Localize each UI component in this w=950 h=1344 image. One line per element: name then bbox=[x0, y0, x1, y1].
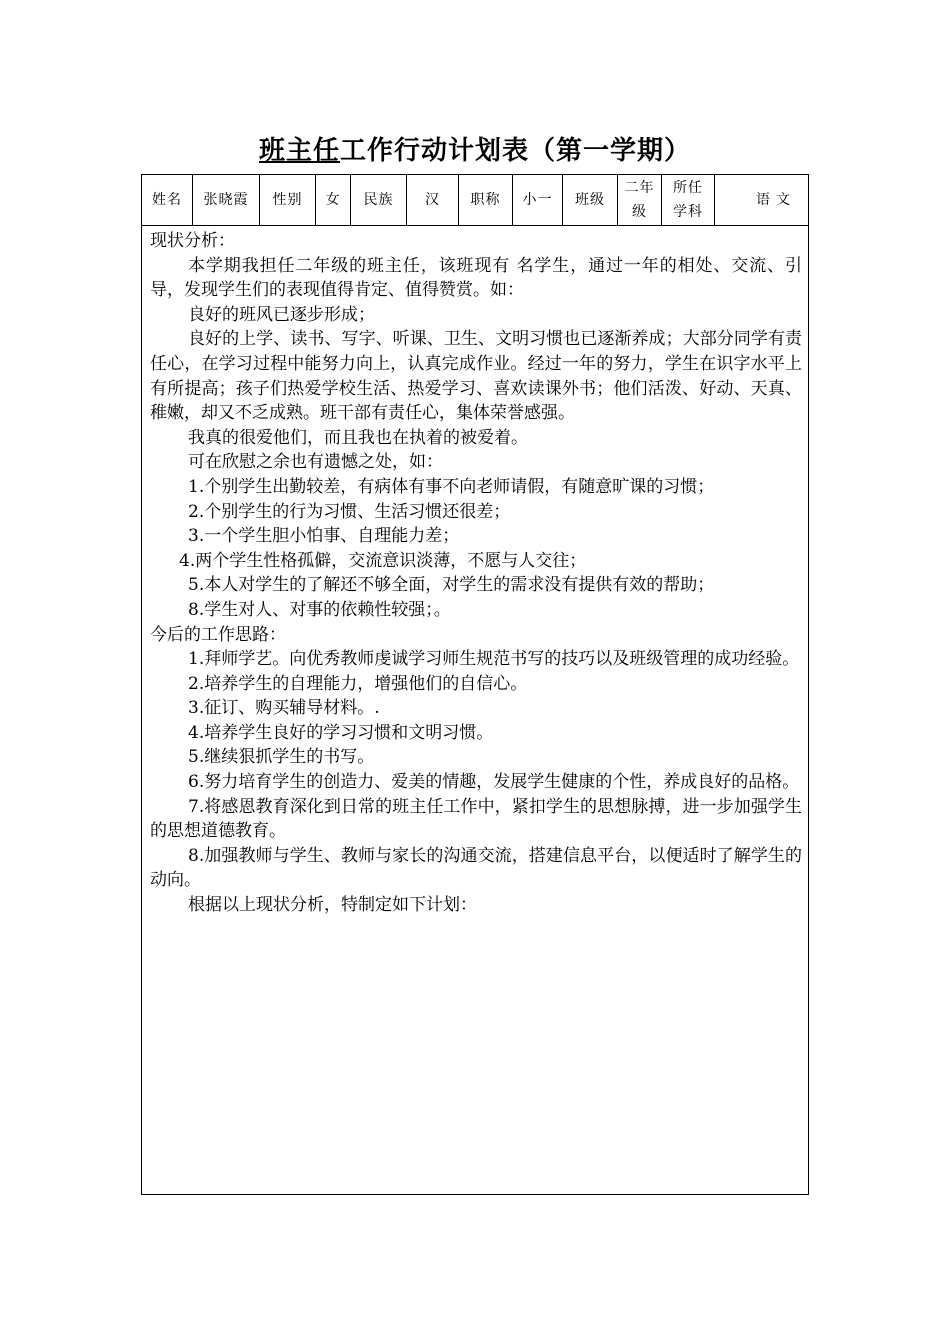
plan-item: 4.培养学生良好的学习习惯和文明习惯。 bbox=[188, 722, 494, 743]
issue-item: 1.个别学生出勤较差，有病体有事不向老师请假，有随意旷课的习惯； bbox=[188, 476, 715, 497]
analysis-heading: 现状分析： bbox=[150, 231, 235, 251]
name-value: 张晓霞 bbox=[193, 175, 260, 225]
job-title-value: 小一 bbox=[513, 175, 563, 225]
issue-item: 2.个别学生的行为习惯、生活习惯还很差； bbox=[188, 501, 511, 522]
info-row bbox=[142, 175, 808, 226]
gender-value: 女 bbox=[316, 175, 351, 225]
analysis-paragraph: 良好的上学、读书、写字、听课、卫生、文明习惯也已逐渐养成；大部分同学有责任心，在学习过程中能努力向上，认真完成作业。经过一年的努力，学生在识字水平上有所提高；孩子们热爱学校生活、热爱学习、喜欢读课外书；他们活泼、好动、天真、稚嫩，却又不乏成熟。班干部有责任心，集体荣誉感强。 bbox=[150, 329, 802, 424]
plan-item: 5.继续狠抓学生的书写。 bbox=[188, 747, 375, 768]
analysis-paragraph: 可在欣慰之余也有遗憾之处，如： bbox=[188, 452, 443, 473]
issue-item: 8.学生对人、对事的依赖性较强；。 bbox=[188, 599, 451, 620]
class-value: 二年级 bbox=[618, 175, 662, 225]
title-rest: 工作行动计划表（第一学期） bbox=[340, 136, 692, 166]
plan-item: 7.将感恩教育深化到日常的班主任工作中，紧扣学生的思想脉搏，进一步加强学生的思想道德教育。 bbox=[150, 796, 802, 842]
ethnicity-value: 汉 bbox=[407, 175, 459, 225]
issue-item: 3.一个学生胆小怕事、自理能力差； bbox=[188, 526, 460, 547]
gender-label: 性别 bbox=[260, 175, 316, 225]
class-label: 班级 bbox=[563, 175, 618, 225]
job-title-label: 职称 bbox=[459, 175, 513, 225]
plan-item: 3.征订、购买辅导材料。. bbox=[188, 698, 380, 719]
plan-item: 2.培养学生的自理能力，增强他们的自信心。 bbox=[188, 673, 528, 694]
plan-table bbox=[141, 174, 809, 1195]
page-title bbox=[0, 130, 950, 167]
issue-item: 4.两个学生性格孤僻，交流意识淡薄，不愿与人交往； bbox=[179, 550, 587, 571]
issue-item: 5.本人对学生的了解还不够全面，对学生的需求没有提供有效的帮助； bbox=[188, 575, 715, 596]
name-label: 姓名 bbox=[142, 175, 193, 225]
plan-item: 1.拜师学艺。向优秀教师虔诚学习师生规范书写的技巧以及班级管理的成功经验。 bbox=[188, 649, 800, 670]
title-underlined: 班主任 bbox=[258, 136, 340, 166]
subject-label: 所任学科 bbox=[662, 175, 715, 225]
ethnicity-label: 民族 bbox=[351, 175, 407, 225]
plan-item: 8.加强教师与学生、教师与家长的沟通交流，搭建信息平台，以便适时了解学生的动向。 bbox=[150, 845, 802, 891]
plan-content bbox=[150, 229, 802, 918]
analysis-intro: 本学期我担任二年级的班主任，该班现有 名学生，通过一年的相处、交流、引导，发现学生们的表现值得肯定、值得赞赏。如： bbox=[150, 255, 802, 301]
subject-value: 语文 bbox=[756, 192, 796, 208]
plan-item: 6.努力培育学生的创造力、爱美的情趣，发展学生健康的个性，养成良好的品格。 bbox=[188, 772, 800, 793]
plan-closing: 根据以上现状分析，特制定如下计划： bbox=[188, 895, 477, 916]
analysis-paragraph: 良好的班风已逐步形成； bbox=[188, 304, 375, 325]
plan-heading: 今后的工作思路： bbox=[150, 624, 286, 645]
analysis-paragraph: 我真的很爱他们，而且我也在执着的被爱着。 bbox=[188, 427, 528, 448]
